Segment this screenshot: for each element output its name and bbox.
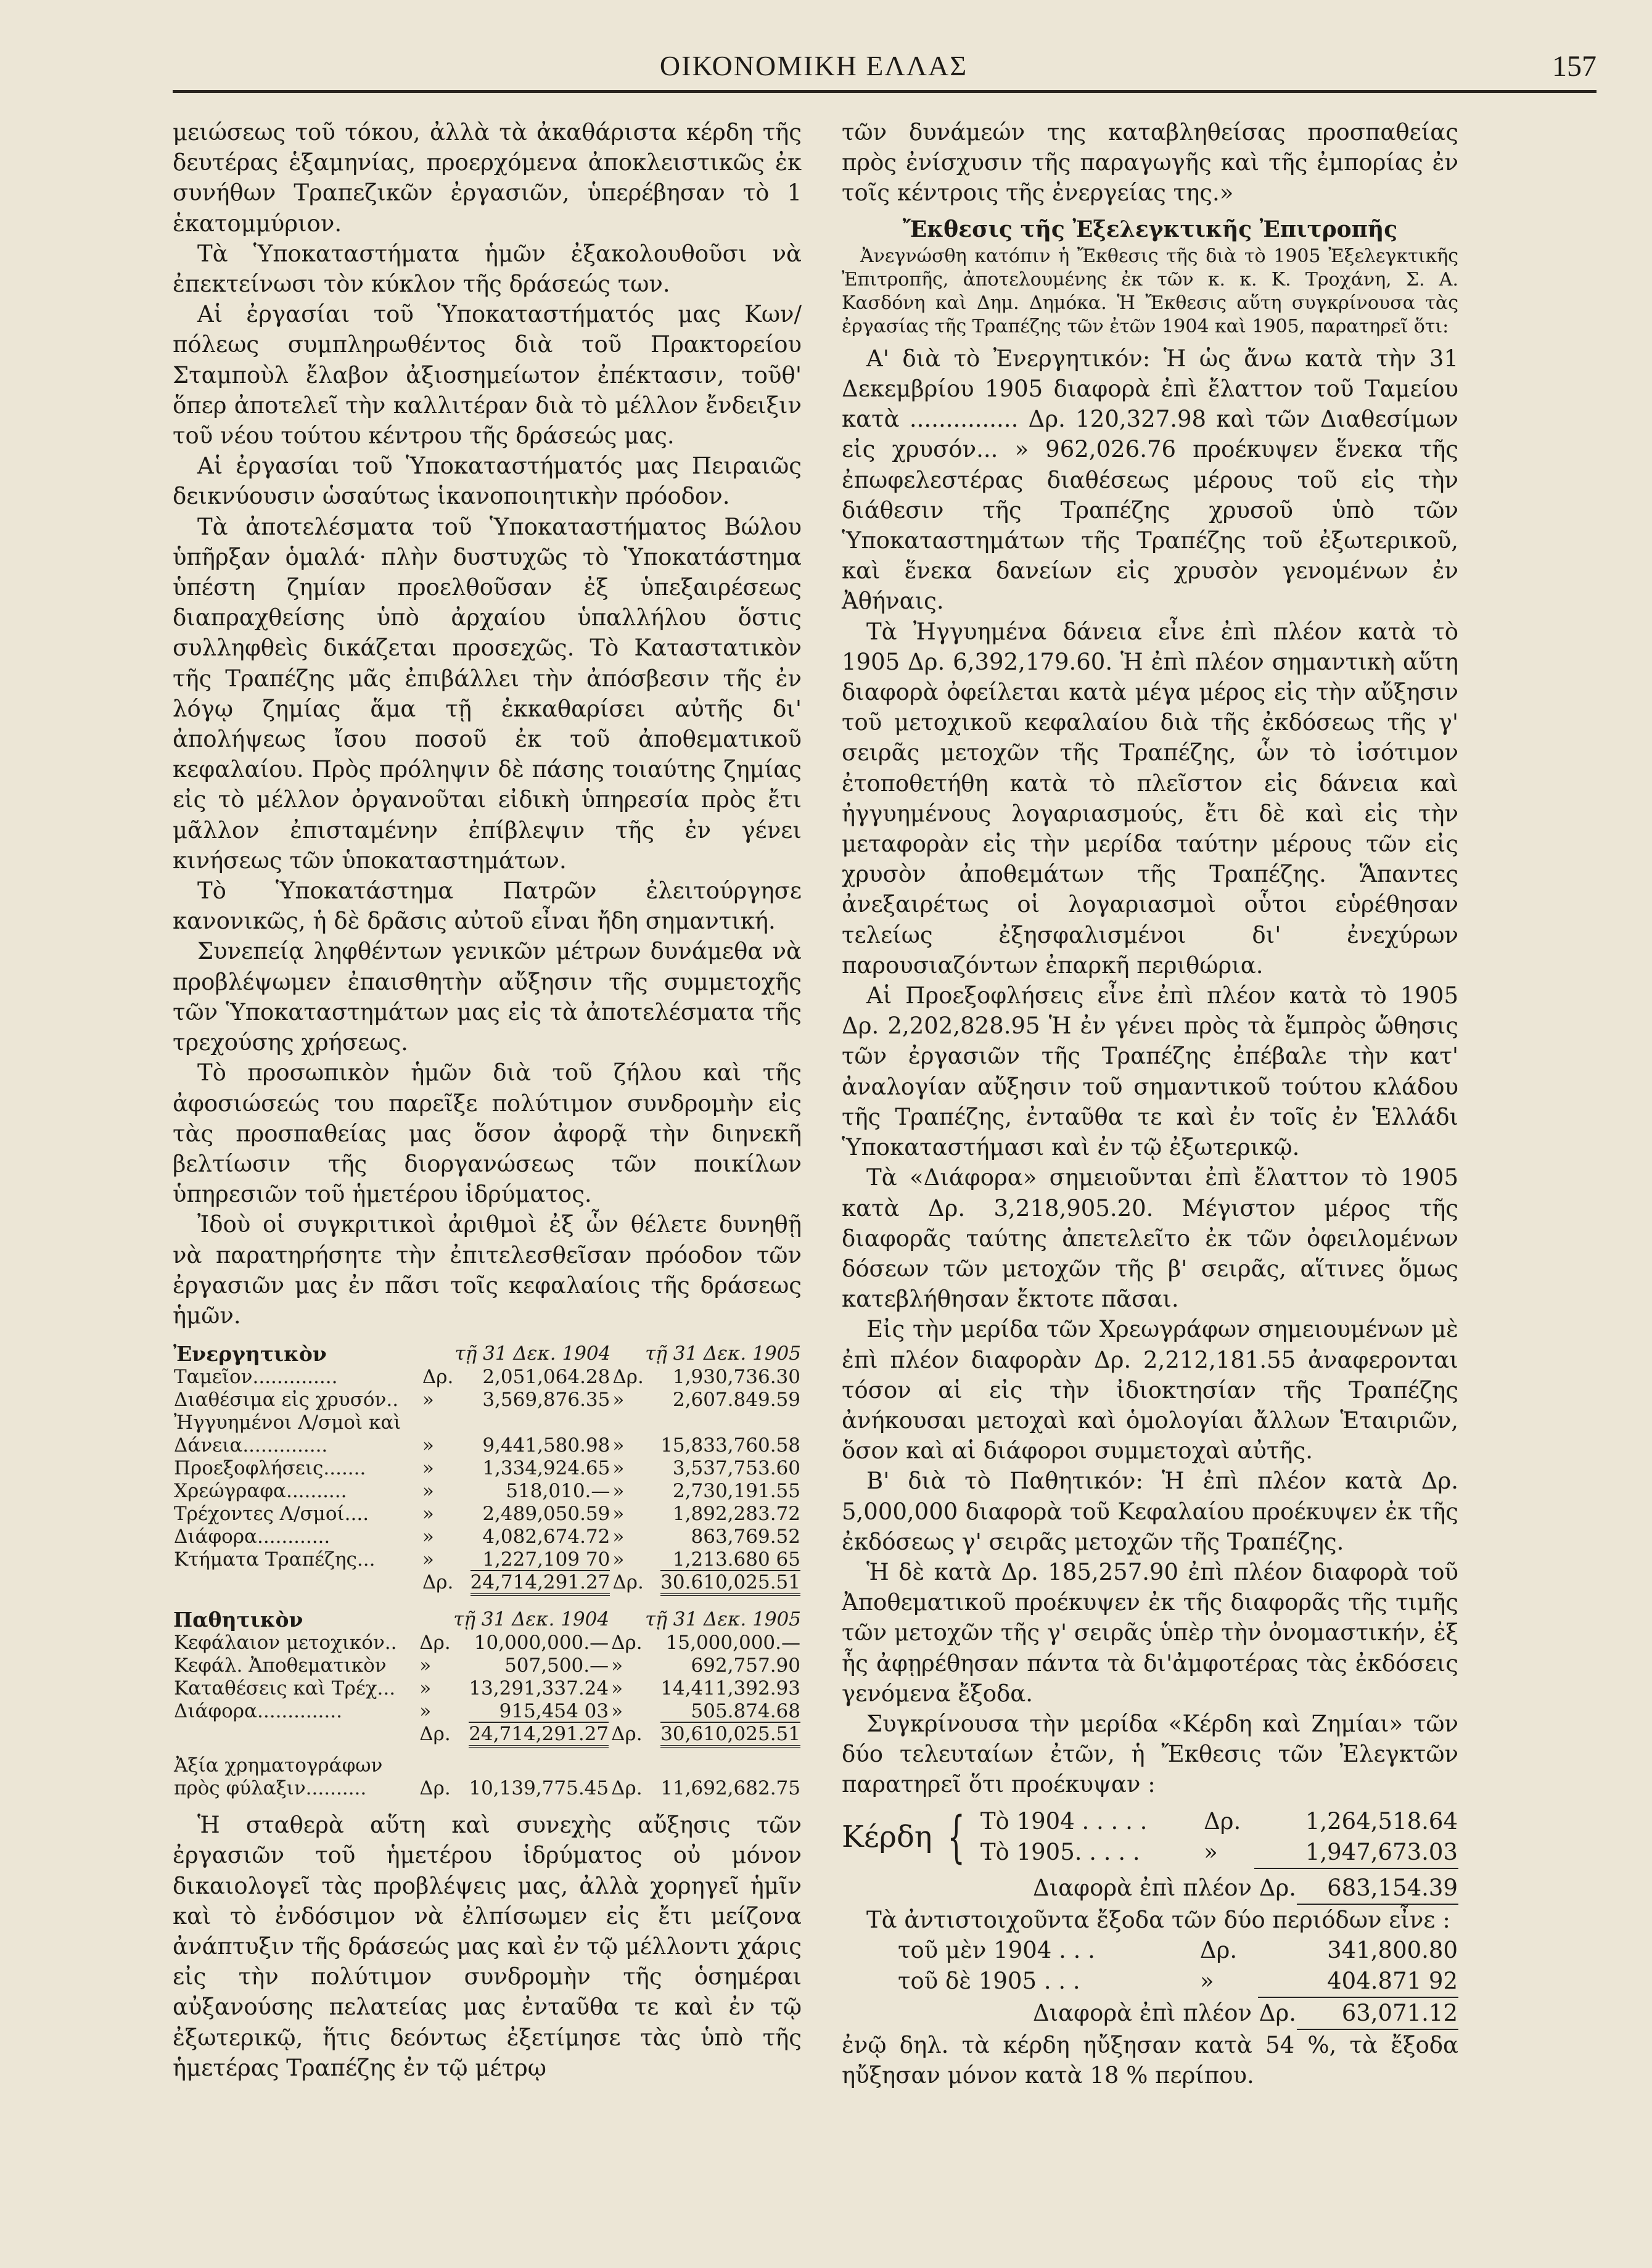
small-paragraph: Ἀνεγνώσθη κατόπιν ἡ Ἔκθεσις τῆς διὰ τὸ 1905 Ἐξελεγκτικῆς Ἐπιτροπῆς, ἀποτελουμένης ἐκ τῶν κ. κ. Κ. Τροχάνη, Σ. Α. Κασδόνη καὶ Δημ. Δημόκα. Ἡ Ἔκθεσις αὕτη συγκρίνουσα τὰς ἐργασίας τῆς Τραπέζης τῶν ἐτῶν 1904 καὶ 1905, παρατηρεῖ ὅτι:	[842, 245, 1458, 337]
table-row: Κεφάλαιον μετοχικόν.. Δρ. 10,000,000.— Δρ. 15,000,000.—	[174, 1632, 800, 1654]
profits-table: Τὸ 1904 . . . . . Δρ. 1,264,518.64 Τὸ 1905. . . . . » 1,947,673.03	[980, 1806, 1458, 1869]
right-column	[842, 117, 1458, 2090]
securities-row-label: Ἀξία χρηματογράφων	[174, 1754, 383, 1777]
securities-row: πρὸς φύλαξιν.......... Δρ. 10,139,775.45 Δρ. 11,692,682.75	[174, 1777, 800, 1800]
assets-table	[173, 1342, 802, 1594]
paragraph: Συνεπείᾳ ληφθέντων γενικῶν μέτρων δυνάμεθα νὰ προβλέψωμεν ἐπαισθητὴν αὔξησιν τῆς συμμετοχῆς τῶν Ὑποκαταστημάτων μας εἰς τὰ ἀποτελέσματα τῆς τρεχούσης χρήσεως.	[173, 938, 802, 1056]
profits-label: Κέρδη	[842, 1819, 932, 1854]
liabilities-total-1904: 24,714,291.27	[469, 1722, 609, 1748]
assets-total-1905: 30.610,025.51	[660, 1570, 800, 1596]
running-title: ΟΙΚΟΝΟΜΙΚΗ ΕΛΛΑΣ	[659, 50, 968, 81]
table-row: Διαθέσιμα εἰς χρυσόν.. » 3,569,876.35 » 2,607.849.59	[174, 1389, 800, 1411]
paragraph: ἐνῷ δηλ. τὰ κέρδη ηὔξησαν κατὰ 54 %, τὰ ἔξοδα ηὔξησαν μόνον κατὰ 18 % περίπου.	[842, 2031, 1458, 2089]
brace-symbol: {	[947, 1804, 965, 1870]
paragraph: Αἱ ἐργασίαι τοῦ Ὑποκαταστήματός μας Πειραιῶς δεικνύουσιν ὡσαύτως ἱκανοποιητικὴν πρόοδον.	[173, 453, 802, 510]
table-row: Ἠγγυημένοι Λ/σμοὶ καὶ	[174, 1411, 401, 1434]
page-number: 157	[1552, 50, 1597, 83]
expenses-table: τοῦ μὲν 1904 . . . Δρ. 341,800.80 τοῦ δὲ 1905 . . . » 404.871 92	[897, 1935, 1458, 1998]
table-row: Χρεώγραφα.......... » 518,010.— » 2,730,191.55	[174, 1480, 800, 1503]
left-column	[173, 117, 802, 2083]
expenses-difference: Διαφορὰ ἐπὶ πλέον Δρ. 63,071.12	[842, 1998, 1458, 2030]
assets-total-row: Δρ. 24,714,291.27 Δρ. 30.610,025.51	[173, 1571, 802, 1594]
paragraph: Ἰδοὺ οἱ συγκριτικοὶ ἀριθμοὶ ἐξ ὧν θέλετε δυνηθῇ νὰ παρατηρήσητε τὴν ἐπιτελεσθεῖσαν πρόοδον τῶν ἐργασιῶν μας ἐν πᾶσι τοῖς κεφαλαίοις τῆς δράσεως ἡμῶν.	[173, 1211, 802, 1329]
paragraph: Ἡ δὲ κατὰ Δρ. 185,257.90 ἐπὶ πλέον διαφορὰ τοῦ Ἀποθεματικοῦ προέκυψεν ἐκ τῆς διαφορᾶς τῆς τιμῆς τῶν μετοχῶν τῆς γ' σειρᾶς ὑπὲρ τὴν ὀνομαστικήν, ἐξ ἧς ἀφῃρέθησαν πάντα τὰ δι'ἀμφοτέρας τὰς ἐκδόσεις γενόμενα ἔξοδα.	[842, 1558, 1458, 1707]
table-row: Καταθέσεις καὶ Τρέχ... » 13,291,337.24 » 14,411,392.93	[174, 1677, 800, 1700]
paragraph: Τὰ Ὑποκαταστήματα ἡμῶν ἐξακολουθοῦσι νὰ ἐπεκτείνωσι τὸν κύκλον τῆς δράσεώς των.	[173, 240, 802, 298]
paragraph: Συγκρίνουσα τὴν μερίδα «Κέρδη καὶ Ζημίαι» τῶν δύο τελευταίων ἐτῶν, ἡ Ἔκθεσις τῶν Ἐλεγκτῶν παρατηρεῖ ὅτι προέκυψαν :	[842, 1710, 1458, 1798]
liabilities-total-1905: 30,610,025.51	[660, 1722, 800, 1748]
paragraph: Ἡ σταθερὰ αὕτη καὶ συνεχὴς αὔξησις τῶν ἐργασιῶν τοῦ ἡμετέρου ἱδρύματος οὐ μόνον δικαιολογεῖ τὰς προβλέψεις μας, ἀλλὰ χορηγεῖ ἡμῖν καὶ τὸ ἐνδόσιμον νὰ ἐλπίσωμεν εἰς ἔτι μείζονα ἀνάπτυξιν τῆς δράσεώς μας καὶ ἐν τῷ μέλλοντι χάρις εἰς τὴν πολύτιμον συνδρομὴν τῆς ὁσημέραι αὐξανούσης πελατείας μας ἐνταῦθα τε καὶ ἐν τῷ ἐξωτερικῷ, ἥτις δεόντως ἐξετίμησε τὰς ὑπὸ τῆς ἡμετέρας Τραπέζης ἐν τῷ μέτρῳ	[173, 1812, 802, 2081]
paragraph: Εἰς τὴν μερίδα τῶν Χρεωγράφων σημειουμένων μὲ ἐπὶ πλέον διαφορὰν Δρ. 2,212,181.55 ἀναφερονται τόσον αἱ εἰς τὴν ἰδιοκτησίαν τῆς Τραπέζης ἀνήκουσαι μετοχαὶ καὶ ὁμολογίαι ἄλλων Ἑταιριῶν, ὅσον καὶ αἱ διάφοροι συμμετοχαὶ αὐτῆς.	[842, 1316, 1458, 1465]
profits-1904: 1,264,518.64	[1305, 1807, 1458, 1835]
table-row: Τρέχοντες Λ/σμοί.... » 2,489,050.59 » 1,892,283.72	[174, 1503, 800, 1526]
profits-1905: 1,947,673.03	[1254, 1837, 1458, 1868]
paragraph: Αἱ Προεξοφλήσεις εἶνε ἐπὶ πλέον κατὰ τὸ 1905 Δρ. 2,202,828.95 Ἡ ἐν γένει πρὸς τὰ ἔμπρὸς ὤθησις τῶν ἐργασιῶν τῆς Τραπέζης ἐπέβαλε τὴν κατ' ἀναλογίαν αὔξησιν τοῦ σημαντικοῦ τούτου κλάδου τῆς Τραπέζης, ἐνταῦθα τε καὶ ἐν τοῖς ἐν Ἑλλάδι Ὑποκαταστήμασι καὶ ἐν τῷ ἐξωτερικῷ.	[842, 982, 1458, 1161]
liabilities-col-1905: τῇ 31 Δεκ. 1905	[645, 1608, 801, 1631]
assets-col-1904: τῇ 31 Δεκ. 1904	[454, 1342, 611, 1365]
table-row: Διάφορα.............. » 915,454 03 » 505.874.68	[174, 1700, 800, 1723]
table-row: Προεξοφλήσεις....... » 1,334,924.65 » 3,537,753.60	[174, 1457, 800, 1480]
paragraph: μειώσεως τοῦ τόκου, ἀλλὰ τὰ ἀκαθάριστα κέρδη τῆς δευτέρας ἑξαμηνίας, προερχόμενα ἀποκλειστικῶς ἐκ συνήθων Τραπεζικῶν ἐργασιῶν, ὑπερέβησαν τὸ 1 ἑκατομμύριον.	[173, 119, 802, 237]
liabilities-table	[173, 1608, 802, 1800]
page-header	[173, 49, 1597, 99]
assets-heading: Ἐνεργητικὸν	[173, 1342, 327, 1366]
paragraph: Τὰ ἀντιστοιχοῦντα ἔξοδα τῶν δύο περιόδων εἶνε :	[866, 1906, 1450, 1933]
paragraph: Τὰ Ἠγγυημένα δάνεια εἶνε ἐπὶ πλέον κατὰ τὸ 1905 Δρ. 6,392,179.60. Ἡ ἐπὶ πλέον σημαντικὴ αὕτη διαφορὰ ὀφείλεται κατὰ μέγα μέρος εἰς τὴν αὔξησιν τοῦ μετοχικοῦ κεφαλαίου διὰ τῆς ἐκδόσεως τῆς γ' σειρᾶς μετοχῶν τῆς Τραπέζης, ὧν τὸ ἰσότιμον ἐτοποθετήθη κατὰ τὸ πλεῖστον εἰς δάνεια καὶ ἠγγυημένους λογαριασμούς, ἔτι δὲ καὶ εἰς τὴν μεταφορὰν εἰς τὴν μερίδα ταύτην μέρους τῶν εἰς χρυσὸν ἀποθεμάτων τῆς Τραπέζης. Ἅπαντες ἀνεξαιρέτως οἱ λογαριασμοὶ οὗτοι εὑρέθησαν τελείως ἐξησφαλισμένοι δι' ἐνεχύρων παρουσιαζόντων ἐπαρκῆ περιθώρια.	[842, 618, 1458, 979]
expenses-1905: 404.871 92	[1258, 1966, 1458, 1997]
table-row: Κτήματα Τραπέζης... » 1,227,109 70 » 1,213.680 65	[174, 1548, 800, 1571]
table-row: Διάφορα............ » 4,082,674.72 » 863,769.52	[174, 1526, 800, 1548]
expenses-1904: 341,800.80	[1327, 1936, 1458, 1963]
table-row: Κεφάλ. Ἀποθεματικὸν » 507,500.— » 692,757.90	[174, 1654, 800, 1677]
liabilities-heading: Παθητικὸν	[173, 1608, 303, 1632]
header-rule	[173, 90, 1597, 93]
profits-block	[842, 1806, 1458, 1869]
paragraph: Τὰ «Διάφορα» σημειοῦνται ἐπὶ ἔλαττον τὸ 1905 κατὰ Δρ. 3,218,905.20. Μέγιστον μέρος τῆς διαφορᾶς ταύτης ἀπετελεῖτο ἐκ τῶν ὀφειλομένων δόσεων τῶν μετοχῶν τῆς β' σειρᾶς, αἵτινες ὅμως κατεβλήθησαν ἔκτοτε πᾶσαι.	[842, 1164, 1458, 1313]
table-row: Ταμεῖον.............. Δρ. 2,051,064.28 Δρ. 1,930,736.30	[174, 1366, 800, 1389]
section-heading: Ἔκθεσις τῆς Ἐξελεγκτικῆς Ἐπιτροπῆς	[902, 216, 1398, 242]
paragraph: τῶν δυνάμεών της καταβληθείσας προσπαθείας πρὸς ἐνίσχυσιν τῆς παραγωγῆς καὶ τῆς ἐμπορίας ἐν τοῖς κέντροις τῆς ἐνεργείας της.»	[842, 119, 1458, 207]
liabilities-col-1904: τῇ 31 Δεκ. 1904	[453, 1608, 610, 1631]
liabilities-total-row: Δρ. 24,714,291.27 Δρ. 30,610,025.51	[173, 1723, 802, 1746]
assets-col-1905: τῇ 31 Δεκ. 1905	[645, 1342, 801, 1365]
paragraph: Τὸ Ὑποκατάστημα Πατρῶν ἐλειτούργησε κανονικῶς, ἡ δὲ δρᾶσις αὐτοῦ εἶναι ἤδη σημαντική.	[173, 877, 802, 935]
paragraph: Β' διὰ τὸ Παθητικόν: Ἡ ἐπὶ πλέον κατὰ Δρ. 5,000,000 διαφορὰ τοῦ Κεφαλαίου προέκυψεν ἐκ τῆς ἐκδόσεως γ' σειρᾶς μετοχῶν τῆς Τραπέζης.	[842, 1468, 1458, 1555]
paragraph: Τὸ προσωπικὸν ἡμῶν διὰ τοῦ ζήλου καὶ τῆς ἀφοσιώσεώς του παρεῖξε πολύτιμον συνδρομὴν εἰς τὰς προσπαθείας μας ὅσον ἀφορᾷ τὴν διηνεκῆ βελτίωσιν τῆς διοργανώσεως τῶν ποικίλων ὑπηρεσιῶν τοῦ ἡμετέρου ἱδρύματος.	[173, 1059, 802, 1208]
paragraph: Αἱ ἐργασίαι τοῦ Ὑποκαταστήματός μας Κων/πόλεως συμπληρωθέντος διὰ τοῦ Πρακτορείου Σταμποὺλ ἔλαβον ἀξιοσημείωτον ἐπέκτασιν, τοῦθ' ὅπερ ἀποτελεῖ τὴν καλλιτέραν διὰ τὸ μέλλον ἔνδειξιν τοῦ νέου τούτου κέντρου τῆς δράσεώς μας.	[173, 301, 802, 450]
paragraph: Τὰ ἀποτελέσματα τοῦ Ὑποκαταστήματος Βώλου ὑπῆρξαν ὁμαλά· πλὴν δυστυχῶς τὸ Ὑποκατάστημα ὑπέστη ζημίαν προελθοῦσαν ἐξ ὑπεξαιρέσεως διαπραχθείσης ὑπὸ ἀρχαίου ὑπαλλήλου ὅστις συλληφθεὶς δικάζεται προσεχῶς. Τὸ Καταστατικὸν τῆς Τραπέζης μᾶς ἐπιβάλλει τὴν ἀπόσβεσιν τῆς ἐν λόγῳ ζημίας ἅμα τῇ ἐκκαθαρίσει αὐτῆς δι' ἀπολήψεως ἴσου ποσοῦ ἐκ τοῦ ἀποθεματικοῦ κεφαλαίου. Πρὸς πρόληψιν δὲ πάσης τοιαύτης ζημίας εἰς τὸ μέλλον ὀργανοῦται εἰδικὴ ὑπηρεσία πρὸς ἔτι μᾶλλον ἐπισταμένην ἐπίβλεψιν τῆς ἐν γένει κινήσεως τῶν ὑποκαταστημάτων.	[173, 513, 802, 874]
assets-total-1904: 24,714,291.27	[471, 1570, 610, 1596]
paragraph: Α' διὰ τὸ Ἐνεργητικόν: Ἡ ὡς ἄνω κατὰ τὴν 31 Δεκεμβρίου 1905 διαφορὰ ἐπὶ ἔλαττον τοῦ Ταμείου κατὰ ............... Δρ. 120,327.98 καὶ τῶν Διαθεσίμων εἰς χρυσόν... » 962,026.76 προέκυψεν ἕνεκα τῆς ἐπωφελεστέρας διαθέσεως μέρους τοῦ εἰς τὴν διάθεσιν τῆς Τραπέζης χρυσοῦ ὑπὸ τῶν Ὑποκαταστημάτων τῆς Τραπέζης τοῦ ἐξωτερικοῦ, καὶ ἕνεκα δανείων εἰς χρυσὸν γενομένων ἐν Ἀθήναις.	[842, 345, 1458, 615]
table-row: Δάνεια.............. » 9,441,580.98 » 15,833,760.58	[174, 1434, 800, 1457]
profits-difference: Διαφορὰ ἐπὶ πλέον Δρ. 683,154.39	[842, 1873, 1458, 1905]
